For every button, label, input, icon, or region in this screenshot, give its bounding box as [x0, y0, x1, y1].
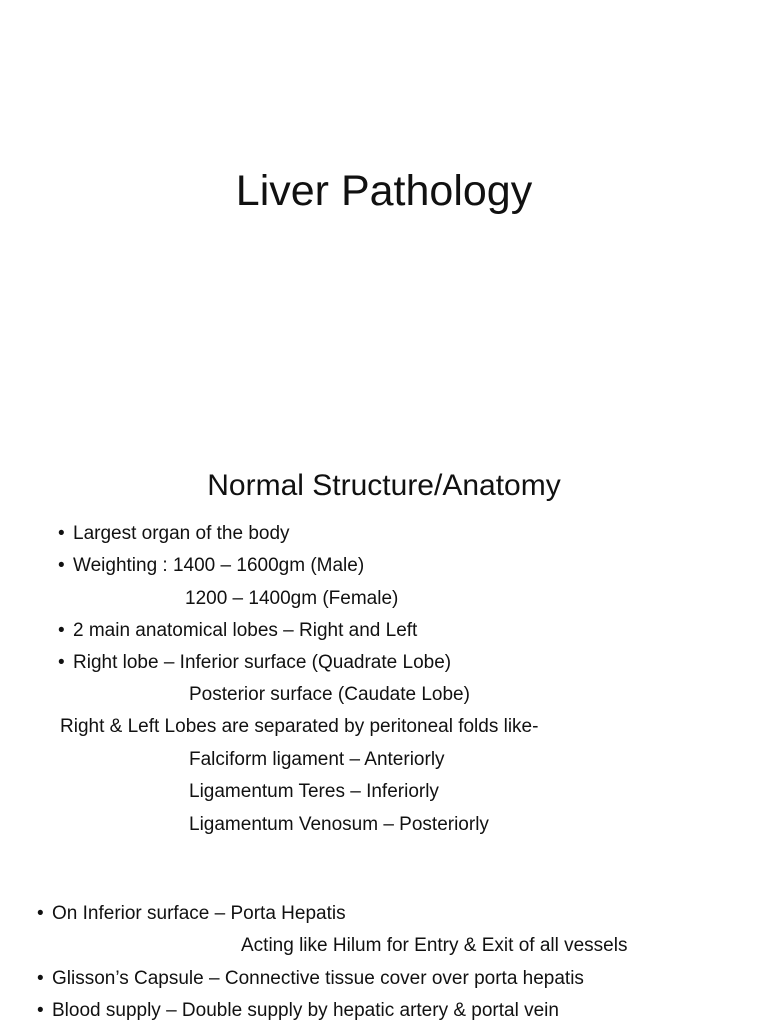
continuation-line: Ligamentum Venosum – Posteriorly [189, 814, 489, 835]
continuation-line: Falciform ligament – Anteriorly [189, 749, 445, 770]
bullet-item: • Blood supply – Double supply by hepatic artery & portal vein [52, 999, 559, 1023]
bullet-item: • Weighting : 1400 – 1600gm (Male) [73, 554, 364, 578]
section-heading: Normal Structure/Anatomy [207, 469, 561, 502]
bullet-item: • 2 main anatomical lobes – Right and Left [73, 619, 417, 643]
continuation-line: Posterior surface (Caudate Lobe) [189, 684, 470, 705]
bullet-item: • On Inferior surface – Porta Hepatis [52, 902, 346, 926]
continuation-line: Acting like Hilum for Entry & Exit of all vessels [241, 935, 628, 956]
bullet-item: • Glisson’s Capsule – Connective tissue cover over porta hepatis [52, 967, 584, 991]
text-line: Right & Left Lobes are separated by peritoneal folds like- [60, 716, 539, 737]
bullet-item: • Largest organ of the body [73, 522, 290, 546]
slide-title: Liver Pathology [235, 167, 533, 215]
continuation-line: 1200 – 1400gm (Female) [185, 588, 399, 609]
bullet-item: • Right lobe – Inferior surface (Quadrate Lobe) [73, 651, 451, 675]
continuation-line: Ligamentum Teres – Inferiorly [189, 781, 439, 802]
